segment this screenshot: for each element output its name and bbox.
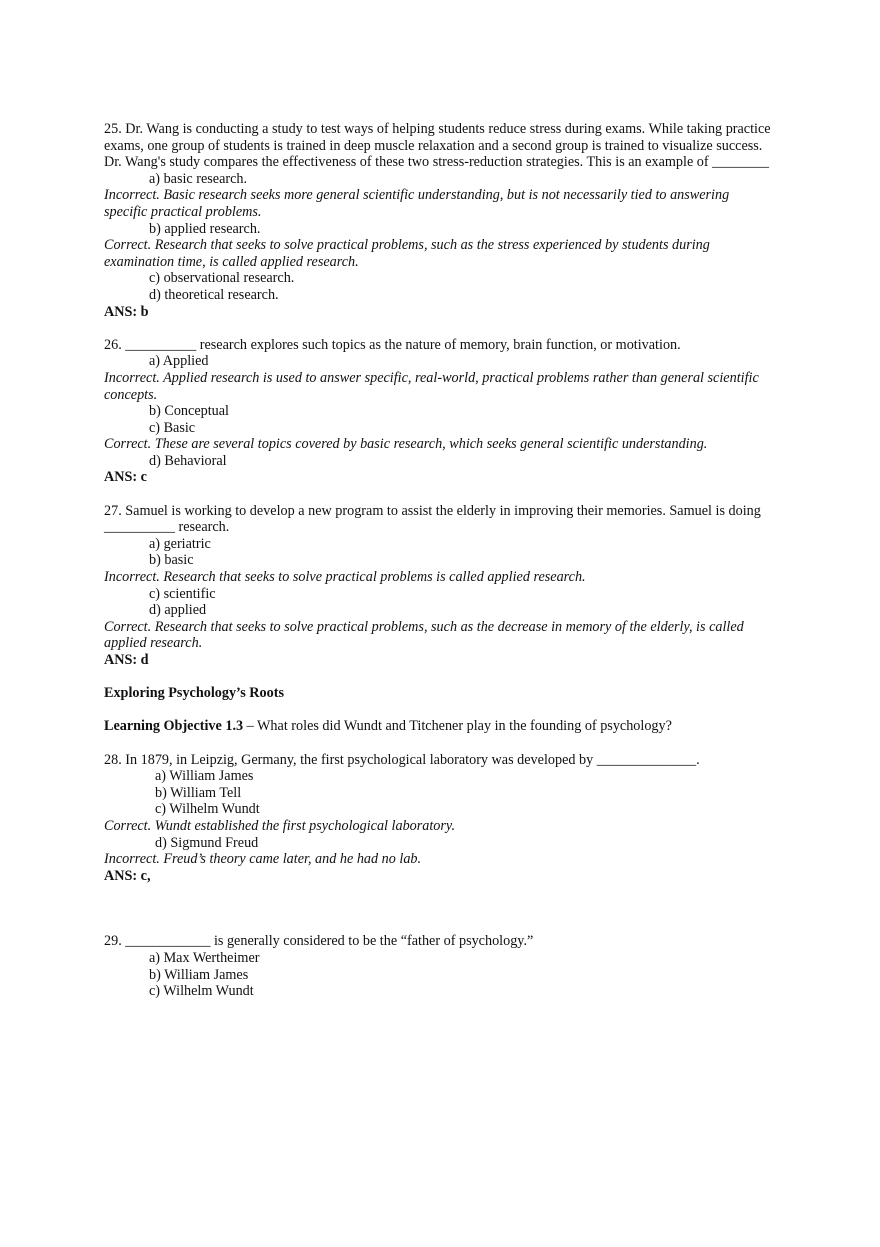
option-c-feedback: Correct. Wundt established the first psychological laboratory.	[104, 817, 455, 834]
option-c: c) Wilhelm Wundt	[155, 801, 260, 818]
option-a-feedback: Incorrect. Applied research is used to answer specific, real-world, practical problems rather than general scientific concepts.	[104, 369, 759, 403]
option-d: d) theoretical research.	[149, 286, 279, 303]
question-29	[104, 933, 776, 999]
option-b: b) William James	[149, 966, 249, 983]
option-b: b) William Tell	[155, 784, 242, 801]
option-d: d) Behavioral	[149, 452, 227, 469]
option-c: c) observational research.	[149, 270, 295, 287]
question-28	[104, 752, 776, 885]
option-c-feedback: Correct. These are several topics covered by basic research, which seeks general scientific understanding.	[104, 436, 708, 453]
option-a: a) William James	[155, 768, 254, 785]
question-stem: 27. Samuel is working to develop a new program to assist the elderly in improving their memories. Samuel is doing __________ research.	[104, 502, 761, 536]
option-a: a) basic research.	[149, 170, 248, 187]
answer-key: ANS: b	[104, 303, 149, 320]
option-a: a) Max Wertheimer	[149, 949, 260, 966]
option-b: b) basic	[149, 552, 194, 569]
option-d: d) Sigmund Freud	[155, 834, 259, 851]
option-d-feedback: Incorrect. Freud’s theory came later, and he had no lab.	[104, 851, 422, 868]
answer-key: ANS: c	[104, 469, 147, 486]
option-a-feedback: Incorrect. Basic research seeks more general scientific understanding, but is not necessarily tied to answering specific practical problems.	[104, 187, 730, 220]
question-stem: 29. ____________ is generally considered to be the “father of psychology.”	[104, 933, 534, 950]
answer-key: ANS: c,	[104, 867, 151, 884]
option-c: c) Basic	[149, 419, 196, 436]
option-d-feedback: Correct. Research that seeks to solve practical problems, such as the decrease in memory of the elderly, is called applied research.	[104, 618, 744, 652]
question-stem: 28. In 1879, in Leipzig, Germany, the first psychological laboratory was developed by ______________.	[104, 751, 700, 768]
option-b-feedback: Correct. Research that seeks to solve practical problems, such as the stress experienced by students during examination time, is called applied research.	[104, 237, 710, 270]
option-d: d) applied	[149, 602, 207, 619]
option-a: a) geriatric	[149, 535, 211, 552]
question-27	[104, 503, 776, 669]
question-26	[104, 337, 776, 486]
option-c: c) scientific	[149, 585, 216, 602]
question-stem: 26. __________ research explores such topics as the nature of memory, brain function, or motivation.	[104, 336, 681, 353]
option-a: a) Applied	[149, 353, 209, 370]
document-page	[104, 121, 776, 1000]
learning-objective-label: Learning Objective 1.3	[104, 718, 244, 735]
section-heading: Exploring Psychology’s Roots	[104, 685, 284, 702]
learning-objective	[104, 718, 776, 735]
learning-objective-text: – What roles did Wundt and Titchener play in the founding of psychology?	[243, 718, 672, 735]
option-c: c) Wilhelm Wundt	[149, 983, 254, 1000]
question-25	[104, 121, 776, 320]
answer-key: ANS: d	[104, 652, 149, 668]
option-b-feedback: Incorrect. Research that seeks to solve practical problems is called applied research.	[104, 569, 586, 586]
question-stem: 25. Dr. Wang is conducting a study to test ways of helping students reduce stress during exams. While taking practice exams, one group of students is trained in deep muscle relaxation and a second group is trained to visualize success. Dr. Wang's study compares the effectiveness of these two stress-reduction strategies. This is an example of ________	[104, 121, 771, 171]
option-b: b) applied research.	[149, 220, 261, 237]
option-b: b) Conceptual	[149, 403, 229, 420]
